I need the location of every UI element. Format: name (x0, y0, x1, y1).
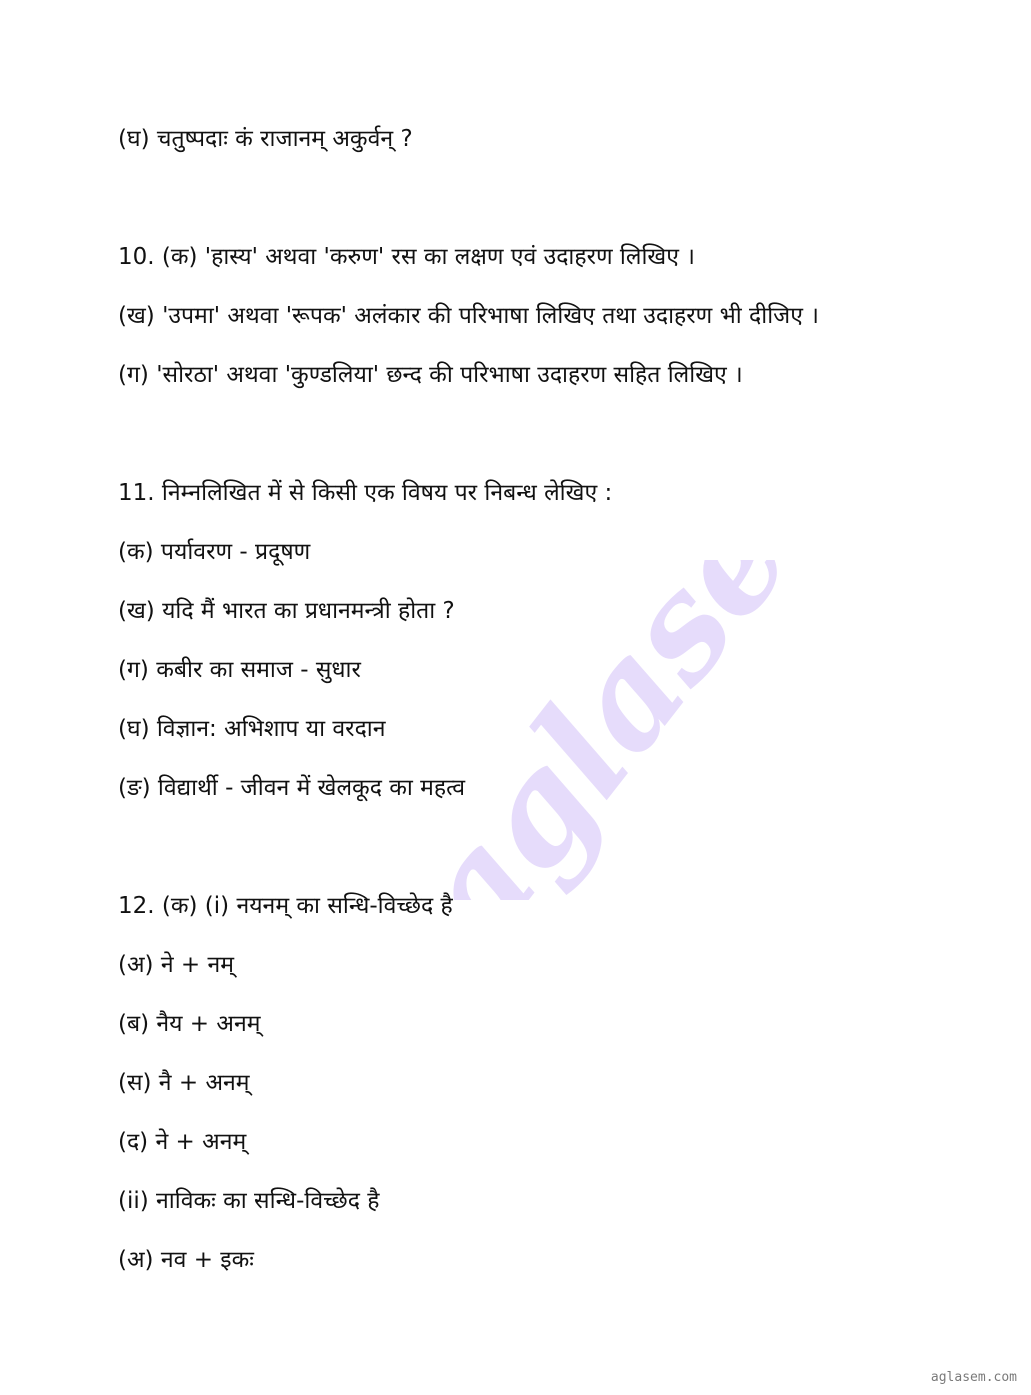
question-10-ka: 10. (क) 'हास्य' अथवा 'करुण' रस का लक्षण एवं उदाहरण लिखिए । (118, 244, 695, 270)
footer-url: aglasem.com (930, 1370, 1017, 1385)
question-12-i-option-d: (द) ने + अनम् (118, 1129, 247, 1155)
question-11-option-kha: (ख) यदि मैं भारत का प्रधानमन्त्री होता ? (118, 598, 455, 624)
question-11-option-ga: (ग) कबीर का समाज - सुधार (118, 657, 361, 683)
question-12-i-option-a: (अ) ने + नम् (118, 952, 235, 978)
question-12-ka-i: 12. (क) (i) नयनम् का सन्धि-विच्छेद है (118, 893, 453, 919)
question-10-kha: (ख) 'उपमा' अथवा 'रूपक' अलंकार की परिभाषा लिखिए तथा उदाहरण भी दीजिए । (118, 303, 819, 329)
question-12-ka-ii: (ii) नाविकः का सन्धि-विच्छेद है (118, 1188, 380, 1214)
question-9-gha: (घ) चतुष्पदाः कं राजानम् अकुर्वन् ? (118, 126, 413, 152)
watermark-text: aglasem (385, 560, 830, 900)
question-11-option-nga: (ङ) विद्यार्थी - जीवन में खेलकूद का महत्व (118, 775, 466, 801)
question-11-option-gha: (घ) विज्ञान: अभिशाप या वरदान (118, 716, 386, 742)
question-12-i-option-c: (स) नै + अनम् (118, 1070, 250, 1096)
question-11: 11. निम्नलिखित में से किसी एक विषय पर निबन्ध लेखिए : (118, 480, 613, 506)
question-11-option-ka: (क) पर्यावरण - प्रदूषण (118, 539, 311, 565)
question-12-i-option-b: (ब) नैय + अनम् (118, 1011, 261, 1037)
question-12-ii-option-a: (अ) नव + इकः (118, 1247, 254, 1273)
question-10-ga: (ग) 'सोरठा' अथवा 'कुण्डलिया' छन्द की परिभाषा उदाहरण सहित लिखिए । (118, 362, 743, 388)
